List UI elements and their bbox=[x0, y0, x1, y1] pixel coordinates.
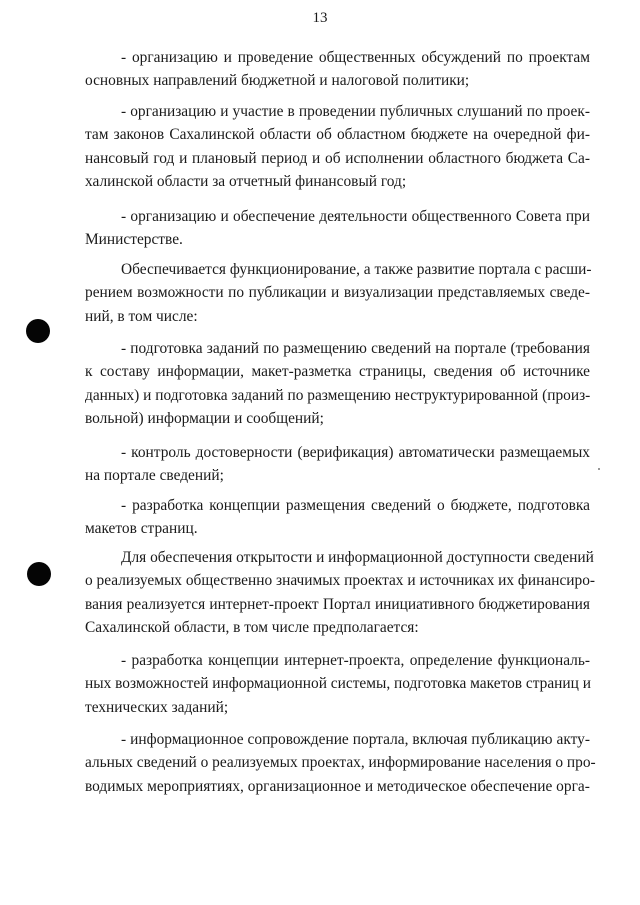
text-line: Министерстве. bbox=[85, 231, 183, 249]
paragraph-public-hearings bbox=[85, 100, 590, 194]
paragraph-public-discussions bbox=[85, 46, 590, 93]
text-line: Обеспечивается функционирование, а также развитие портала с расши- bbox=[121, 261, 592, 278]
text-line: Для обеспечения открытости и информационной доступности сведений bbox=[121, 549, 594, 566]
punch-hole-bottom bbox=[27, 562, 51, 586]
text-line: рением возможности по публикации и визуализации представляемых сведе- bbox=[85, 284, 590, 302]
text-line: ных возможностей информационной системы, подготовка макетов страниц и bbox=[85, 675, 591, 693]
paragraph-internet-project bbox=[85, 649, 590, 719]
text-line: о реализуемых общественно значимых проектах и источниках их финансиро- bbox=[85, 572, 596, 590]
text-line: - контроль достоверности (верификация) автоматически размещаемых bbox=[121, 444, 590, 461]
text-line: - информационное сопровождение портала, включая публикацию акту- bbox=[121, 731, 590, 748]
paragraph-portal-functioning bbox=[85, 258, 590, 328]
text-line: - подготовка заданий по размещению сведений на портале (требования bbox=[121, 340, 590, 357]
text-line: халинской области за отчетный финансовый год; bbox=[85, 173, 407, 191]
text-line: - организацию и обеспечение деятельности общественного Совета при bbox=[121, 208, 590, 225]
paragraph-concept-development bbox=[85, 494, 590, 541]
text-line: - организацию и проведение общественных обсуждений по проектам bbox=[121, 49, 590, 66]
paragraph-public-council bbox=[85, 205, 590, 252]
text-line: технических заданий; bbox=[85, 698, 229, 716]
punch-hole-top bbox=[26, 319, 50, 343]
text-line: данных) и подготовка заданий по размещению неструктурированной (произ- bbox=[85, 386, 591, 404]
paragraph-verification bbox=[85, 441, 590, 488]
text-line: макетов страниц. bbox=[85, 520, 198, 538]
text-line: ний, в том числе: bbox=[85, 307, 198, 325]
text-line: альных сведений о реализуемых проектах, информирование населения о про- bbox=[85, 754, 596, 772]
text-line: к составу информации, макет-разметка страницы, сведения об источнике bbox=[85, 363, 590, 381]
page-number: 13 bbox=[312, 10, 328, 26]
text-line: водимых мероприятиях, организационное и методическое обеспечение орга- bbox=[85, 777, 590, 795]
text-line: - организацию и участие в проведении публичных слушаний по проек- bbox=[121, 103, 590, 120]
paragraph-openness bbox=[85, 546, 596, 640]
text-line: вольной) информации и сообщений; bbox=[85, 410, 324, 428]
text-line: там законов Сахалинской области об областном бюджете на очередной фи- bbox=[85, 126, 590, 144]
text-line: - разработка концепции интернет-проекта, определение функциональ- bbox=[121, 652, 590, 669]
text-line: на портале сведений; bbox=[85, 467, 224, 485]
scan-speck bbox=[598, 468, 600, 470]
paragraph-task-preparation bbox=[85, 337, 590, 431]
text-line: вания реализуется интернет-проект Портал инициативного бюджетирования bbox=[85, 595, 590, 613]
text-line: - разработка концепции размещения сведений о бюджете, подготовка bbox=[121, 497, 590, 514]
text-line: основных направлений бюджетной и налоговой политики; bbox=[85, 72, 470, 90]
text-line: нансовый год и плановый период и об исполнении областного бюджета Са- bbox=[85, 149, 590, 167]
text-line: Сахалинской области, в том числе предполагается: bbox=[85, 619, 419, 637]
paragraph-information-support bbox=[85, 728, 596, 798]
